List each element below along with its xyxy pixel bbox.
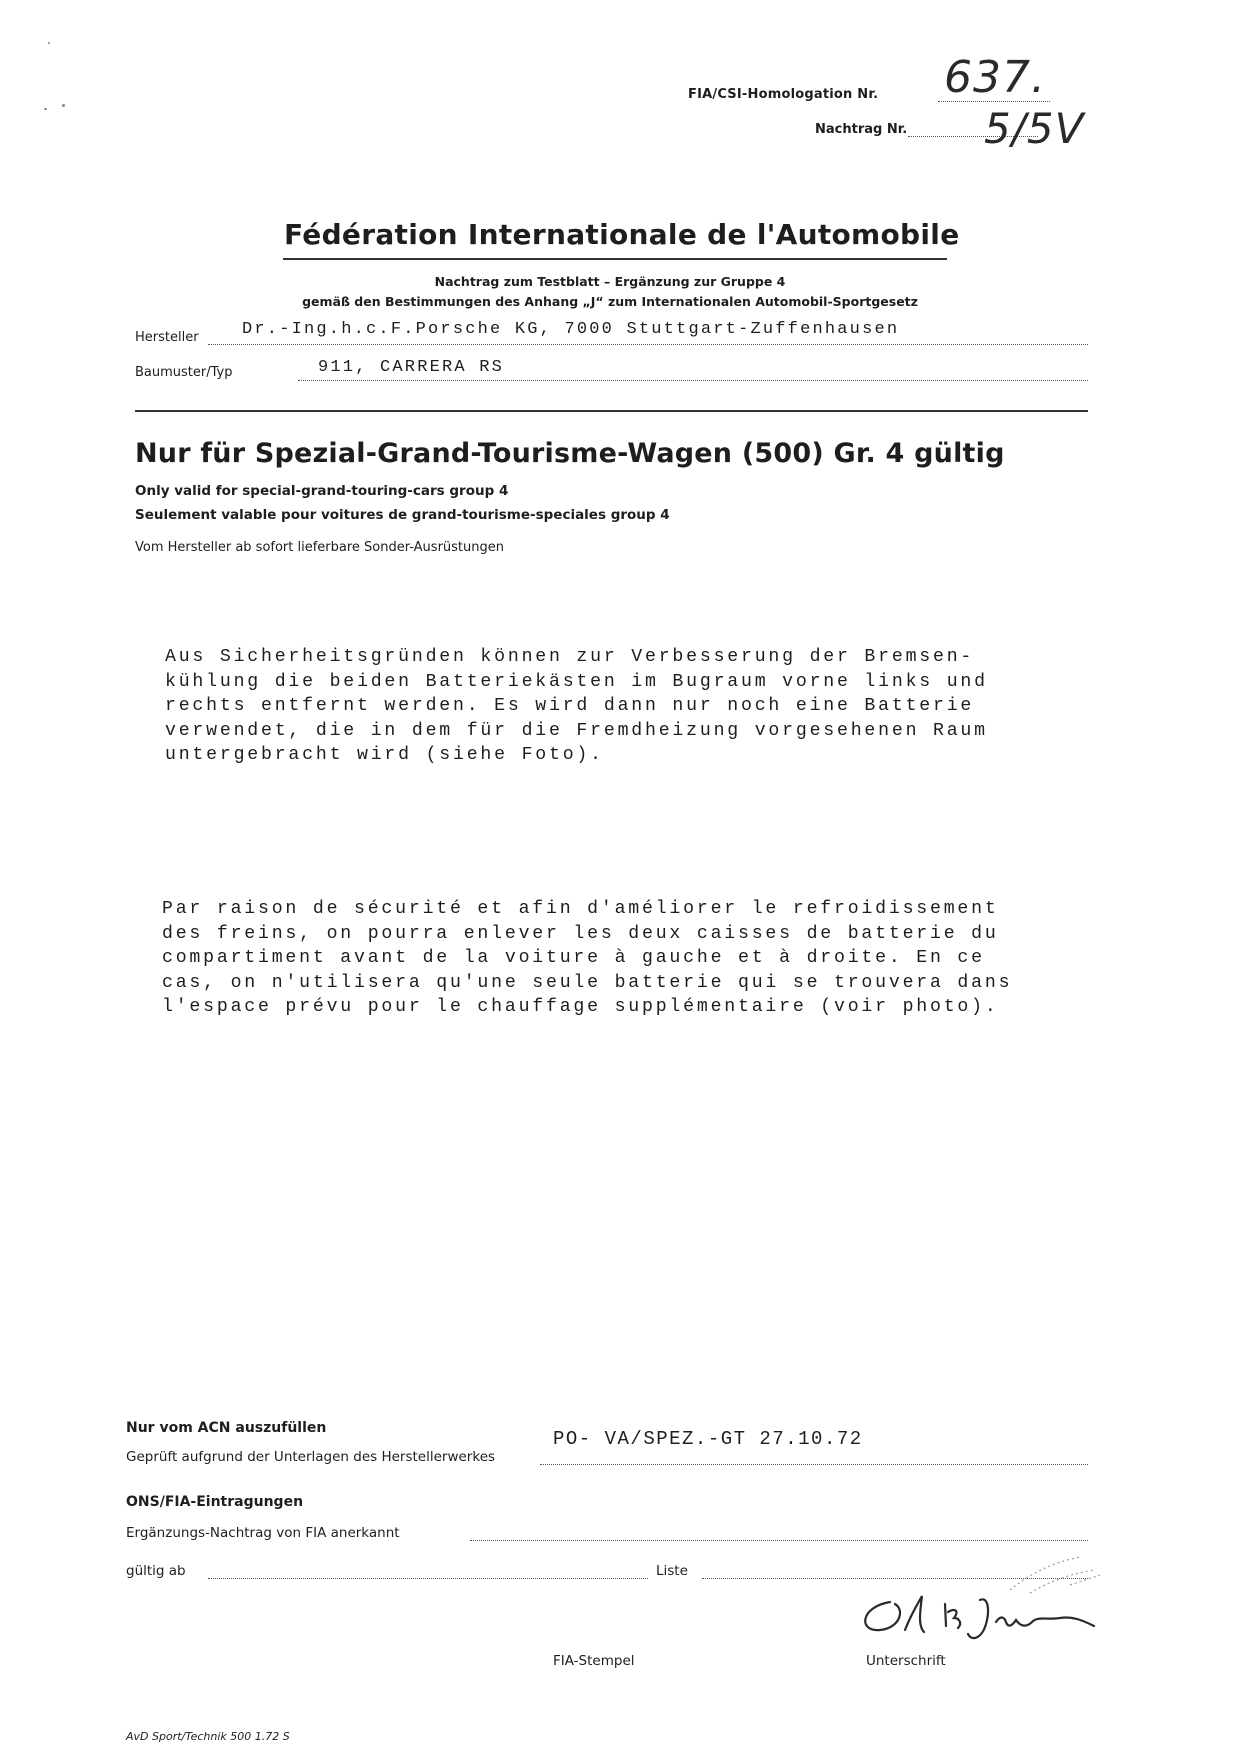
french-line: l'espace prévu pour le chauffage supplémentaire (voir photo). (162, 997, 999, 1017)
homologation-number: 637. (944, 52, 1046, 103)
french-paragraph (162, 897, 1012, 1020)
scan-speck (44, 108, 47, 110)
federation-title: Fédération Internationale de l'Automobile (284, 218, 960, 251)
checked-label: Geprüft aufgrund der Unterlagen des Herstellerwerkes (126, 1449, 496, 1465)
german-line: untergebracht wird (siehe Foto). (165, 745, 604, 765)
german-line: Aus Sicherheitsgründen können zur Verbesserung der Bremsen- (165, 647, 975, 667)
special-equipment-note: Vom Hersteller ab sofort lieferbare Sonder-Ausrüstungen (135, 540, 504, 555)
german-line: verwendet, die in dem für die Fremdheizung vorgesehenen Raum (165, 720, 988, 741)
german-line: rechts entfernt werden. Es wird dann nur noch eine Batterie (165, 696, 975, 716)
section-divider (135, 410, 1088, 412)
fia-stamp-label: FIA-Stempel (553, 1653, 635, 1669)
supplement-number: 5/5V (984, 104, 1085, 153)
french-line: compartiment avant de la voiture à gauche et à droite. En ce (162, 948, 985, 968)
french-line: des freins, on pourra enlever les deux caisses de batterie du (162, 923, 999, 944)
german-line: kühlung die beiden Batteriekästen im Bugraum vorne links und (165, 671, 988, 692)
checked-dotted-line (540, 1464, 1088, 1465)
subtitle-testblatt: Nachtrag zum Testblatt – Ergänzung zur Gruppe 4 (434, 274, 786, 289)
model-value: 911, CARRERA RS (318, 358, 505, 377)
supplement-label: Nachtrag Nr. (815, 122, 908, 137)
french-line: Par raison de sécurité et afin d'améliorer le refroidissement (162, 899, 999, 919)
manufacturer-dotted-line (208, 344, 1088, 345)
scan-speck (62, 104, 65, 107)
validity-english: Only valid for special-grand-touring-cars group 4 (135, 483, 509, 499)
signature-mark (850, 1582, 1110, 1652)
valid-from-dotted-line (208, 1578, 648, 1579)
french-line: cas, on n'utilisera qu'une seule batterie qui se trouvera dans (162, 972, 1013, 993)
manufacturer-value: Dr.-Ing.h.c.F.Porsche KG, 7000 Stuttgart-Zuffenhausen (242, 320, 900, 339)
acn-heading: Nur vom ACN auszufüllen (126, 1420, 327, 1436)
valid-from-label: gültig ab (126, 1563, 186, 1579)
model-dotted-line (298, 380, 1088, 381)
scan-speck (48, 42, 50, 44)
model-label: Baumuster/Typ (135, 365, 233, 380)
supplement-recognized-dotted-line (470, 1540, 1088, 1541)
validity-title: Nur für Spezial-Grand-Tourisme-Wagen (500) Gr. 4 gültig (135, 438, 1005, 469)
german-paragraph (165, 645, 988, 768)
signature-label: Unterschrift (866, 1653, 946, 1669)
supplement-recognized-label: Ergänzungs-Nachtrag von FIA anerkannt (126, 1525, 400, 1541)
list-label: Liste (656, 1563, 688, 1579)
ons-fia-heading: ONS/FIA-Eintragungen (126, 1494, 304, 1510)
validity-french: Seulement valable pour voitures de grand-tourisme-speciales group 4 (135, 507, 670, 523)
federation-title-underline (283, 258, 947, 260)
form-code: AvD Sport/Technik 500 1.72 S (126, 1730, 290, 1743)
manufacturer-label: Hersteller (135, 330, 199, 345)
homologation-label: FIA/CSI-Homologation Nr. (688, 87, 879, 102)
checked-value: PO- VA/SPEZ.-GT 27.10.72 (553, 1428, 863, 1450)
subtitle-anhang-j: gemäß den Bestimmungen des Anhang „J“ zum Internationalen Automobil-Sportgesetz (302, 294, 918, 309)
